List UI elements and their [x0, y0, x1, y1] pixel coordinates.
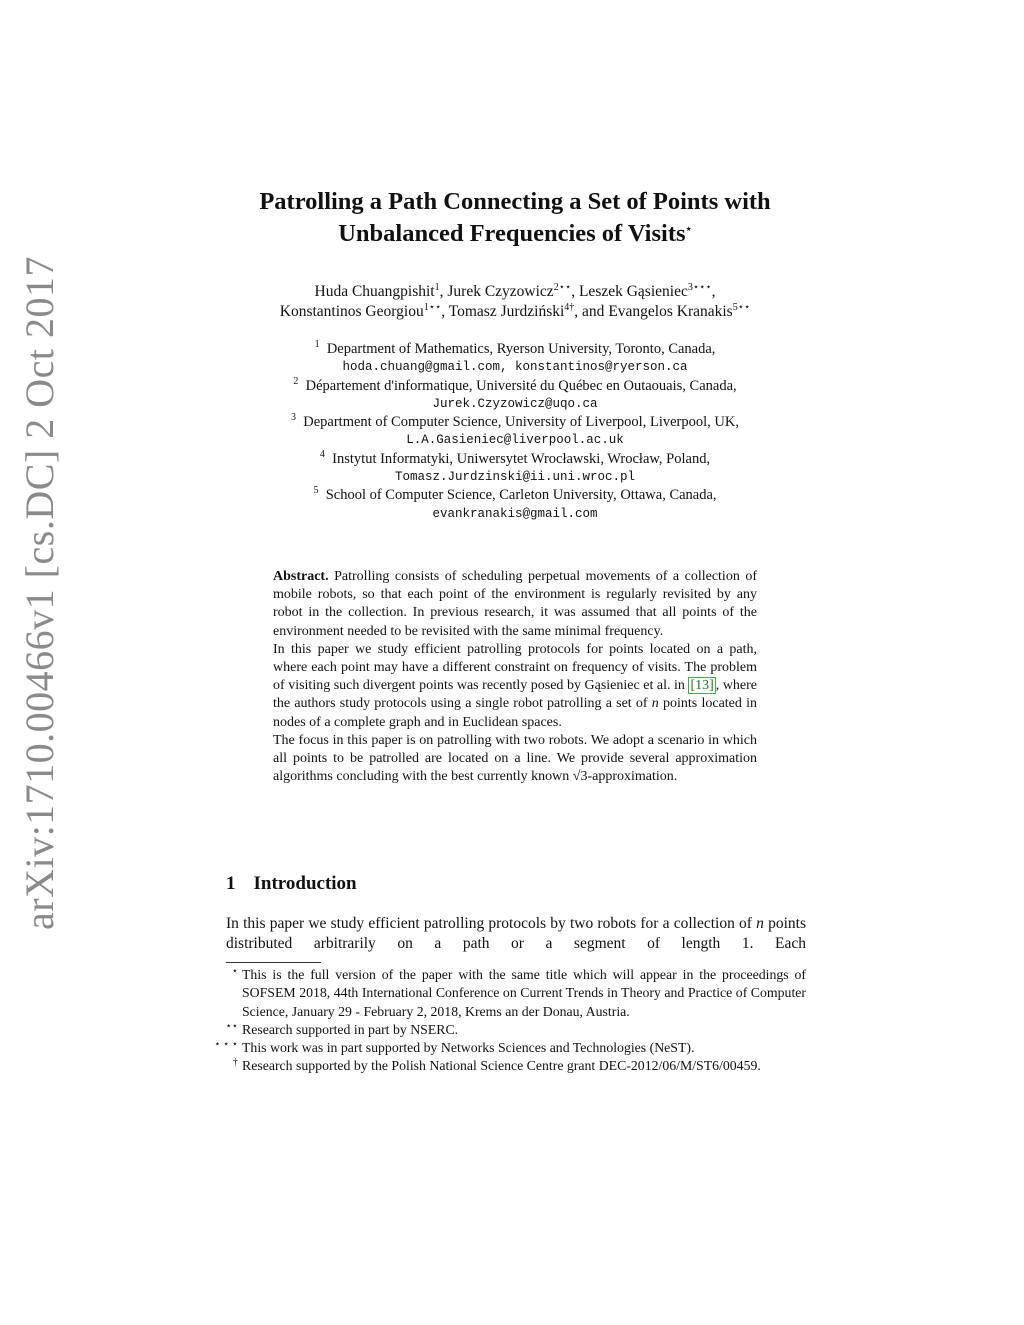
- author-sup: 1: [434, 281, 440, 293]
- author-name: Huda Chuangpishit: [314, 283, 435, 300]
- author-name: Evangelos Kranakis: [608, 303, 733, 320]
- footnote-mark: ⋆: [231, 966, 238, 977]
- author-sup: 1⋆⋆: [423, 301, 442, 313]
- author-sup: 2⋆⋆: [553, 281, 572, 293]
- abstract-text: The focus in this paper is on patrolling with two robots. We adopt a scenario in which all points to be patrolled are located on a line. We provide several approximation algorithms concluding with the best currently known: [273, 732, 757, 785]
- abstract-paragraph-2: [273, 641, 757, 732]
- abstract-text: In this paper we study efficient patrolling protocols for points located on a path, where each point may have a different constraint on frequency of visits. The problem of visiting such divergent points was recently posed by Gąsieniec et al. in: [273, 641, 757, 694]
- affiliations: [200, 340, 830, 523]
- affiliation-5: [200, 486, 830, 504]
- author-line-1: Huda Chuangpishit$^1$, Jurek Czyzowicz$^{2⋆⋆}$, Leszek Gąsieniec$^{3⋆⋆⋆}$,: [314, 281, 716, 300]
- math-variable: n: [651, 696, 659, 712]
- abstract-label: Abstract.: [273, 569, 329, 584]
- affiliation-email[interactable]: evankranakis@gmail.com: [432, 506, 598, 521]
- intro-paragraph: [226, 914, 806, 954]
- footnote: [210, 1021, 806, 1039]
- citation-link[interactable]: [13]: [690, 678, 714, 694]
- author-name: Leszek Gąsieniec: [578, 283, 688, 300]
- intro-text: of: [739, 915, 752, 932]
- footnote: [210, 966, 806, 1021]
- affiliation-2: [200, 377, 830, 395]
- affiliation-3: [200, 413, 830, 431]
- affiliation-4: [200, 450, 830, 468]
- author-line-2: Konstantinos Georgiou$^{1⋆⋆}$, Tomasz Jurdziński$^{4\dagger}$, and Evangelos Kranakis$^{5⋆⋆}$: [279, 301, 751, 320]
- title-footnote-mark: ⋆: [685, 223, 692, 235]
- abstract-text: points located in nodes of a complete graph and in Euclidean spaces.: [273, 696, 757, 730]
- affiliation-text: Department of Mathematics, Ryerson University, Toronto, Canada,: [326, 341, 716, 357]
- footnote: [210, 1039, 806, 1057]
- author-name: Konstantinos Georgiou: [279, 303, 424, 320]
- section-number: 1: [226, 873, 236, 894]
- abstract-text: , where the authors study protocols using a single robot patrolling a set of: [273, 678, 758, 712]
- author-name: Tomasz Jurdziński: [448, 303, 565, 320]
- affiliation-text: Département d'informatique, Université du Québec en Outaouais, Canada,: [305, 377, 737, 394]
- section-title: Introduction: [253, 873, 357, 894]
- footnote-mark: †: [233, 1057, 238, 1069]
- section-heading: [226, 873, 357, 895]
- math-sqrt: √3: [572, 769, 588, 785]
- paper-title: [200, 186, 830, 250]
- footnote-text: This work was in part supported by Networks Sciences and Technologies (NeST).: [242, 1040, 695, 1056]
- affiliation-1: [200, 340, 830, 358]
- affiliation-number: 5: [313, 485, 319, 497]
- affiliation-email[interactable]: L.A.Gasieniec@liverpool.ac.uk: [406, 433, 624, 448]
- author-sup: 5⋆⋆: [732, 301, 751, 313]
- affiliation-number: 1: [314, 339, 320, 351]
- intro-text: In this paper we study efficient patrolling protocols by two robots for a collection: [226, 915, 735, 932]
- abstract-text: Patrolling consists of scheduling perpetual movements of a collection of mobile robots, so that each point of the environment is regularly revisited by any robot in the collection. In previous research, it was assumed that all points of the environment needed to be revisited with the same minimal frequency.: [273, 569, 757, 639]
- affiliation-text: Instytut Informatyki, Uniwersytet Wrocławski, Wrocław, Poland,: [332, 450, 711, 467]
- abstract: [273, 568, 757, 786]
- footnote-text: This is the full version of the paper with the same title which will appear in the proceedings of SOFSEM 2018, 44th International Conference on Current Trends in Theory and Practice of Computer Science, January 29 - February 2, 2018, Krems an der Donau, Austria.: [242, 967, 806, 1019]
- footnote-text: Research supported by the Polish National Science Centre grant DEC-2012/06/M/ST6/00459.: [242, 1058, 761, 1074]
- abstract-text: -approximation.: [587, 769, 678, 785]
- abstract-paragraph-3: [273, 732, 757, 787]
- abstract-paragraph-1: [273, 568, 757, 641]
- footnote-text: Research supported in part by NSERC.: [242, 1021, 459, 1037]
- affiliation-email[interactable]: Jurek.Czyzowicz@uqo.ca: [432, 396, 598, 411]
- author-sup: 4†: [564, 301, 575, 313]
- affiliation-number: 4: [319, 448, 325, 460]
- footnote-mark: ⋆ ⋆ ⋆: [214, 1039, 238, 1051]
- affiliation-number: 3: [291, 412, 297, 424]
- affiliation-email[interactable]: hoda.chuang@gmail.com, konstantinos@ryerson.ca: [342, 360, 688, 375]
- arxiv-identifier-stamp: arXiv:1710.00466v1 [cs.DC] 2 Oct 2017: [17, 256, 62, 930]
- math-variable: n: [756, 915, 764, 932]
- footnote-mark: ⋆⋆: [225, 1020, 238, 1032]
- affiliation-text: Department of Computer Science, University of Liverpool, Liverpool, UK,: [303, 414, 739, 431]
- author-name: Jurek Czyzowicz: [447, 283, 554, 300]
- affiliation-email[interactable]: Tomasz.Jurdzinski@ii.uni.wroc.pl: [394, 470, 636, 485]
- title-line-1: Patrolling a Path Connecting a Set of Points with: [259, 188, 771, 215]
- affiliation-number: 2: [293, 375, 299, 387]
- footnotes: [210, 966, 806, 1076]
- footnote-rule: [226, 962, 321, 963]
- intro-text: points distributed arbitrarily on a path or a segment of length 1. Each: [226, 915, 807, 952]
- author-sup: 3⋆⋆⋆: [687, 281, 712, 293]
- title-line-2: Unbalanced Frequencies of Visits⋆: [338, 220, 692, 247]
- footnote: [210, 1057, 806, 1075]
- affiliation-text: School of Computer Science, Carleton University, Ottawa, Canada,: [325, 487, 717, 504]
- author-list: [200, 282, 830, 322]
